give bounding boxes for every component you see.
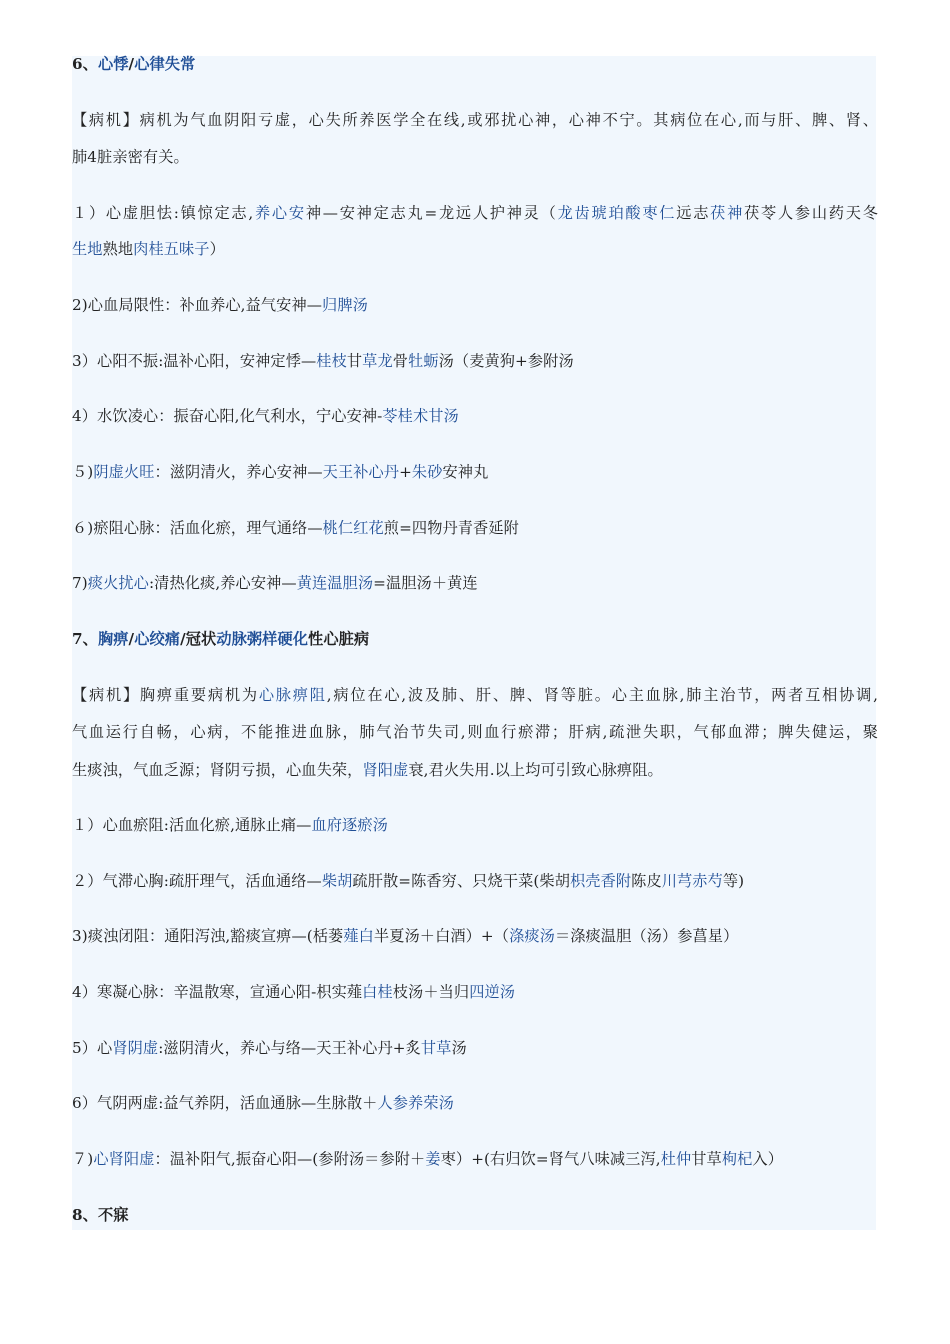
text-span: 远志 bbox=[676, 204, 711, 222]
keyword-span: 肾阴虚 bbox=[112, 1039, 159, 1057]
keyword-span: 枳壳香附 bbox=[570, 872, 632, 890]
keyword-span: 人参养荣汤 bbox=[377, 1094, 454, 1112]
text-span: 【病机】病机为气血阴阳亏虚，心失所养医学全在线,或邪扰心神，心神不宁。其病位在心,而与肝、脾、肾、 bbox=[72, 111, 878, 129]
text-span: 生痰浊，气血乏源；肾阴亏损，心血失荣， bbox=[72, 761, 363, 779]
keyword-span: 痰火扰心 bbox=[87, 574, 149, 592]
text-line bbox=[72, 815, 878, 835]
text-line bbox=[72, 147, 878, 167]
text-span: 6、 bbox=[72, 55, 98, 73]
text-span: /冠状 bbox=[180, 630, 217, 648]
text-span: ,病位在心,波及肺、肝、脾、肾等脏。心主血脉,肺主治节，两者互相协调, bbox=[326, 686, 878, 704]
text-span: 5）心 bbox=[72, 1039, 113, 1057]
text-line bbox=[72, 462, 878, 482]
keyword-span: 黄连温胆汤 bbox=[296, 574, 374, 592]
text-line bbox=[72, 722, 878, 742]
keyword-span: 枸杞 bbox=[721, 1150, 753, 1168]
text-span: 茯苓人参山药天冬 bbox=[744, 204, 878, 222]
text-span: ：温补阳气,振奋心阳—(参附汤＝参附＋ bbox=[154, 1150, 426, 1168]
text-line bbox=[72, 1038, 878, 1058]
text-line bbox=[72, 982, 878, 1002]
keyword-span: 胸痹 bbox=[97, 630, 129, 648]
keyword-span: 茯神 bbox=[710, 204, 745, 222]
text-line bbox=[72, 239, 878, 259]
text-span: :清热化痰,养心安神— bbox=[148, 574, 297, 592]
keyword-span: 涤痰汤 bbox=[509, 927, 555, 945]
text-span: ：滋阴清火，养心安神— bbox=[154, 463, 323, 481]
section-heading bbox=[72, 629, 878, 649]
text-span: 熟地 bbox=[102, 240, 134, 258]
text-span: 气血运行自畅，心病，不能推进血脉，肺气治节失司,则血行瘀滞；肝病,疏泄失职，气郁血滞；脾失健运，聚 bbox=[72, 723, 878, 741]
text-span: 8、不寐 bbox=[72, 1206, 129, 1224]
section-heading bbox=[72, 54, 878, 74]
keyword-span: 归脾汤 bbox=[322, 296, 368, 314]
text-line bbox=[72, 406, 878, 426]
keyword-span: 养心安 bbox=[253, 204, 306, 222]
text-line bbox=[72, 295, 878, 315]
keyword-span: 肉桂五味子 bbox=[133, 240, 210, 258]
text-span: 4）寒凝心脉：辛温散寒，宣通心阳-枳实薤 bbox=[72, 983, 363, 1001]
section-heading bbox=[72, 1205, 878, 1225]
text-span: ２）气滞心胸:疏肝理气，活血通络— bbox=[72, 872, 322, 890]
text-line bbox=[72, 1149, 878, 1169]
text-span: 陈皮 bbox=[631, 872, 662, 890]
text-span: 7) bbox=[72, 574, 88, 592]
text-line bbox=[72, 1093, 878, 1113]
text-line bbox=[72, 110, 878, 130]
text-span: 甘草 bbox=[691, 1150, 722, 1168]
text-span: =温胆汤＋黄连 bbox=[373, 574, 478, 592]
text-span: 3)痰浊闭阻：通阳泻浊,豁痰宣痹—(栝蒌 bbox=[72, 927, 344, 945]
text-line bbox=[72, 871, 878, 891]
keyword-span: 阴虚火旺 bbox=[93, 463, 155, 481]
keyword-span: 心脉痹阻 bbox=[258, 686, 327, 704]
keyword-span: 四逆汤 bbox=[469, 983, 516, 1001]
text-span: 7、 bbox=[72, 630, 98, 648]
keyword-span: 生地 bbox=[72, 240, 103, 258]
text-span: 安神丸 bbox=[442, 463, 489, 481]
keyword-span: 天王补心丹 bbox=[322, 463, 400, 481]
text-span: 2)心血局限性：补血养心,益气安神— bbox=[72, 296, 323, 314]
keyword-span: 肾阳虚 bbox=[362, 761, 409, 779]
keyword-span: 牡蛎 bbox=[408, 352, 439, 370]
text-span: / bbox=[128, 55, 135, 73]
text-span: / bbox=[128, 630, 135, 648]
keyword-span: 桃仁红花 bbox=[322, 519, 384, 537]
text-span: ） bbox=[209, 240, 225, 258]
text-line bbox=[72, 760, 878, 780]
keyword-span: 白桂 bbox=[362, 983, 393, 1001]
keyword-span: 草龙 bbox=[362, 352, 393, 370]
keyword-span: 心悸 bbox=[97, 55, 129, 73]
text-span: 半夏汤＋白酒）+（ bbox=[373, 927, 510, 945]
text-line bbox=[72, 926, 878, 946]
text-span: １）心血瘀阻:活血化瘀,通脉止痛— bbox=[72, 816, 312, 834]
keyword-span: 桂枝 bbox=[316, 352, 347, 370]
text-line bbox=[72, 685, 878, 705]
keyword-span: 杜仲 bbox=[660, 1150, 692, 1168]
text-span: ＝涤痰温胆（汤）参菖星） bbox=[554, 927, 739, 945]
text-span: 煎=四物丹青香延附 bbox=[383, 519, 519, 537]
text-line bbox=[72, 518, 878, 538]
text-span: ５) bbox=[72, 463, 94, 481]
text-span: 等) bbox=[722, 872, 745, 890]
text-span: 3）心阳不振:温补心阳，安神定悸— bbox=[72, 352, 317, 370]
text-span: + bbox=[399, 463, 412, 481]
text-span: 性心脏病 bbox=[308, 630, 370, 648]
text-span: ６)瘀阻心脉：活血化瘀，理气通络— bbox=[72, 519, 323, 537]
keyword-span: 血府逐瘀汤 bbox=[311, 816, 388, 834]
keyword-span: 心律失常 bbox=[134, 55, 196, 73]
keyword-span: 柴胡 bbox=[321, 872, 353, 890]
keyword-span: 心绞痛 bbox=[134, 630, 181, 648]
text-span: :滋阴清火，养心与络—天王补心丹+炙 bbox=[158, 1039, 421, 1057]
keyword-span: 动脉粥样硬化 bbox=[216, 630, 309, 648]
text-line bbox=[72, 203, 878, 223]
text-span: 4）水饮凌心：振奋心阳,化气利水，宁心安神- bbox=[72, 407, 383, 425]
text-span: 疏肝散=陈香穷、只烧干菜(柴胡 bbox=[352, 872, 570, 890]
text-line bbox=[72, 351, 878, 371]
text-span: 骨 bbox=[392, 352, 409, 370]
keyword-span: 龙齿琥珀酸枣仁 bbox=[557, 204, 677, 222]
keyword-span: 朱砂 bbox=[411, 463, 443, 481]
text-line bbox=[72, 573, 878, 593]
text-span: 枝汤＋当归 bbox=[392, 983, 470, 1001]
text-span: 衰,君火失用.以上均可引致心脉痹阻。 bbox=[408, 761, 663, 779]
text-span: 甘 bbox=[346, 352, 363, 370]
keyword-span: 薤白 bbox=[343, 927, 374, 945]
text-span: 肺4脏亲密有关。 bbox=[72, 148, 189, 166]
keyword-span: 姜 bbox=[425, 1150, 441, 1168]
text-span: １）心虚胆怯:镇惊定志, bbox=[72, 204, 254, 222]
text-span: 入） bbox=[752, 1150, 783, 1168]
keyword-span: 心肾阳虚 bbox=[93, 1150, 155, 1168]
keyword-span: 甘草 bbox=[420, 1039, 452, 1057]
text-span: 枣）+(右归饮=肾气八味减三泻, bbox=[440, 1150, 661, 1168]
text-span: 汤（麦黄狗+参附汤 bbox=[438, 352, 574, 370]
keyword-span: 川芎赤芍 bbox=[661, 872, 723, 890]
keyword-span: 苓桂术甘汤 bbox=[382, 407, 459, 425]
text-span: 【病机】胸痹重要病机为 bbox=[72, 686, 259, 704]
text-span: 汤 bbox=[451, 1039, 467, 1057]
text-span: ７) bbox=[72, 1150, 94, 1168]
text-span: 神—安神定志丸=龙远人护神灵（ bbox=[305, 204, 558, 222]
text-span: 6）气阴两虚:益气养阴，活血通脉—生脉散＋ bbox=[72, 1094, 378, 1112]
